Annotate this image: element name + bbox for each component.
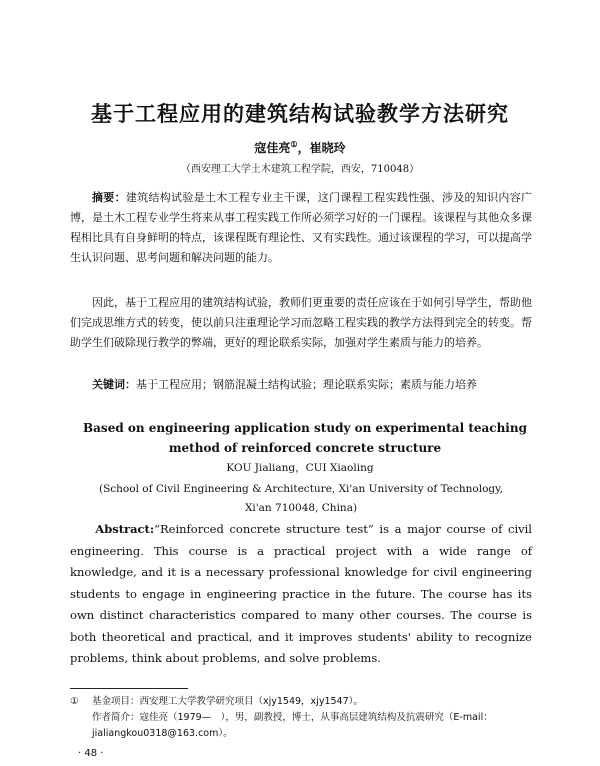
- footnote-funding-text: 基金项目：西安理工大学教学研究项目（xjy1549，xjy1547）。: [92, 696, 363, 707]
- keywords-zh: [70, 375, 554, 395]
- abstract-zh-label: 摘要：: [92, 191, 126, 204]
- abstract-en-text: “Reinforced concrete structure test” is a major course of civil engineering. This course is a practical project with a wide range of knowledge, and it is a necessary professional knowledge for civil engineering students to engage in engineering practice in the future. The course has its own distinct characteristics compared to many other courses. The course is both theoretical and practical, and it improves students' ability to recognize problems, think about problems, and solve problems.: [70, 522, 532, 665]
- footnote-author-bio: 作者简介：寇佳亮（1979— ），男，副教授，博士，从事高层建筑结构及抗震研究（E-mail：jialiangkou0318@163.com）。: [92, 712, 493, 739]
- footnote-funding: [70, 694, 540, 710]
- affiliation-en-line1: (School of Civil Engineering & Architecture, Xi'an University of Technology,: [99, 483, 503, 495]
- authors-en: KOU Jialiang，CUI Xiaoling: [226, 462, 374, 474]
- footnote-divider: [70, 688, 188, 689]
- author-name-secondary: ，崔晓玲: [297, 141, 346, 155]
- title-zh: 基于工程应用的建筑结构试验教学方法研究: [91, 101, 509, 126]
- keywords-zh-text: 基于工程应用；钢筋混凝土结构试验；理论联系实际；素质与能力培养: [136, 378, 477, 391]
- footnote-mark: ①: [70, 696, 79, 707]
- footnote: [70, 694, 540, 742]
- affiliation-zh: （西安理工大学土木建筑工程学院，西安，710048）: [180, 164, 420, 175]
- abstract-zh-text: 建筑结构试验是土木工程专业主干课，这门课程工程实践性强、涉及的知识内容广博，是土木工程专业学生将来从事工程实践工作所必须学习好的一门课程。该课程与其他众多课程相比具有自身鲜明的特点，该课程既有理论性、又有实践性。通过该课程的学习，可以提高学生认识问题、思考问题和解决问题的能力。: [70, 191, 533, 264]
- abstract-en-label: Abstract:: [95, 522, 155, 536]
- page-number: · 48 ·: [78, 748, 104, 759]
- keywords-zh-label: 关键词：: [92, 378, 136, 391]
- author-name-primary: 寇佳亮: [254, 141, 291, 155]
- affiliation-en: [70, 480, 532, 518]
- title-en: Based on engineering application study on experimental teaching method of reinforced concrete structure: [83, 421, 527, 455]
- authors-zh: [0, 139, 600, 156]
- affiliation-en-line2: Xi'an 710048, China): [244, 502, 358, 514]
- footnote-reference-mark: ①: [290, 139, 298, 149]
- abstract-zh: [70, 188, 532, 268]
- abstract-en: [70, 519, 532, 670]
- paragraph-zh: 因此，基于工程应用的建筑结构试验，教师们更重要的责任应该在于如何引导学生，帮助他们完成思维方式的转变，使以前只注重理论学习而忽略工程实践的教学方法得到完全的转变。帮助学生们破除现行教学的弊端，更好的理论联系实际，加强对学生素质与能力的培养。: [70, 296, 532, 349]
